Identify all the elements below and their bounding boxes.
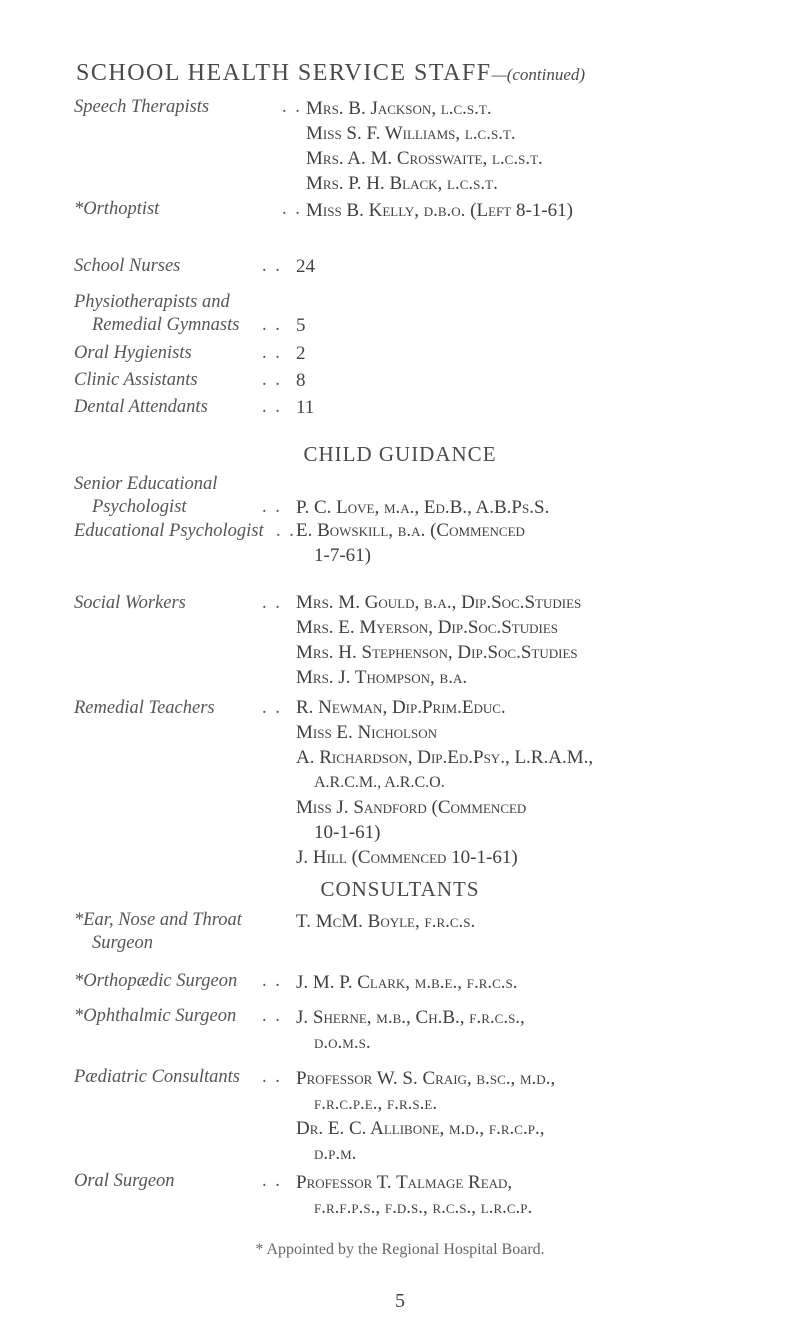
role-line: Remedial Gymnasts — [92, 315, 240, 335]
name-list — [306, 198, 786, 223]
name-line: J. Sherne, m.b., Ch.B., f.r.c.s., — [296, 1007, 525, 1028]
consultants-heading: CONSULTANTS — [320, 877, 480, 901]
dot-leader: . . — [262, 315, 282, 335]
name-list — [296, 1005, 776, 1055]
page-number: 5 — [395, 1290, 405, 1312]
dot-leader: . . — [262, 1006, 282, 1026]
name-line: Mrs. P. H. Black, l.c.s.t. — [306, 173, 498, 194]
count-value: 5 — [296, 315, 306, 336]
role-label — [74, 291, 324, 337]
name-line: J. M. P. Clark, m.b.e., f.r.c.s. — [296, 972, 518, 993]
role-label: Oral Hygienists — [74, 343, 192, 363]
dot-leader: . . — [262, 1171, 282, 1191]
name-line: Mrs. J. Thompson, b.a. — [296, 667, 468, 688]
dot-leader: . . — [262, 593, 282, 613]
name-line: A. Richardson, Dip.Ed.Psy., L.R.A.M., — [296, 747, 594, 768]
count-value: 8 — [296, 370, 306, 391]
count-value: 24 — [296, 256, 315, 277]
name-list — [296, 909, 776, 934]
name-line: 1-7-61) — [314, 545, 371, 566]
name-line: Mrs. M. Gould, b.a., Dip.Soc.Studies — [296, 592, 582, 613]
name-line: E. Bowskill, b.a. (Commenced — [296, 520, 525, 541]
dot-leader: . . — [262, 397, 282, 417]
name-list — [296, 590, 776, 690]
name-line: Professor T. Talmage Read, — [296, 1172, 513, 1193]
name-line: f.r.f.p.s., f.d.s., r.c.s., l.r.c.p. — [314, 1197, 533, 1218]
role-label — [74, 909, 324, 955]
dot-leader: . . — [262, 343, 282, 363]
dot-leader: . . — [276, 521, 296, 541]
role-label: Pædiatric Consultants — [74, 1067, 241, 1087]
dot-leader: . . — [262, 256, 282, 276]
title-continued: —(continued) — [491, 65, 586, 84]
child-guidance-heading: CHILD GUIDANCE — [303, 442, 497, 466]
dot-leader: . . — [262, 497, 282, 517]
name-list — [296, 970, 776, 995]
name-line: Mrs. A. M. Crosswaite, l.c.s.t. — [306, 148, 543, 169]
role-label: Speech Therapists — [74, 97, 210, 117]
role-label: *Ophthalmic Surgeon — [74, 1006, 237, 1026]
name-line: A.R.C.M., A.R.C.O. — [314, 774, 445, 791]
name-line: Miss J. Sandford (Commenced — [296, 797, 527, 818]
name-line: Mrs. H. Stephenson, Dip.Soc.Studies — [296, 642, 578, 663]
dot-leader: . . — [262, 1067, 282, 1087]
page-title — [76, 60, 585, 87]
dot-leader: . . — [262, 698, 282, 718]
role-label: Social Workers — [74, 593, 186, 613]
role-label — [74, 473, 324, 519]
name-line: Miss S. F. Williams, l.c.s.t. — [306, 123, 516, 144]
name-line: Miss E. Nicholson — [296, 722, 437, 743]
name-line: P. C. Love, m.a., Ed.B., A.B.Ps.S. — [296, 497, 550, 518]
title-text: SCHOOL HEALTH SERVICE STAFF — [76, 60, 492, 86]
role-line: Senior Educational — [74, 474, 218, 494]
role-line: Physiotherapists and — [74, 292, 230, 312]
role-label: Educational Psychologist — [74, 521, 264, 541]
dot-leader: . . — [282, 97, 302, 117]
name-line: R. Newman, Dip.Prim.Educ. — [296, 697, 506, 718]
name-line: 10-1-61) — [314, 822, 381, 843]
role-label: Remedial Teachers — [74, 698, 215, 718]
name-line: J. Hill (Commenced 10-1-61) — [296, 847, 518, 868]
role-label: *Orthopædic Surgeon — [74, 971, 238, 991]
footnote: * Appointed by the Regional Hospital Board. — [255, 1241, 545, 1258]
count-value: 11 — [296, 397, 315, 418]
name-line: f.r.c.p.e., f.r.s.e. — [314, 1093, 438, 1114]
role-line: Psychologist — [92, 497, 187, 517]
name-line: Mrs. E. Myerson, Dip.Soc.Studies — [296, 617, 558, 638]
name-line: T. McM. Boyle, f.r.c.s. — [296, 911, 476, 932]
name-list — [296, 695, 776, 870]
role-label: Dental Attendants — [74, 397, 208, 417]
role-line: *Ear, Nose and Throat — [74, 910, 242, 930]
name-line: d.o.m.s. — [314, 1032, 371, 1053]
name-list — [296, 495, 776, 520]
role-label: School Nurses — [74, 256, 181, 276]
dot-leader: . . — [262, 971, 282, 991]
name-list — [306, 96, 786, 196]
role-line: Surgeon — [92, 933, 153, 953]
name-list — [296, 1066, 776, 1166]
name-line: Dr. E. C. Allibone, m.d., f.r.c.p., — [296, 1118, 545, 1139]
name-line: Professor W. S. Craig, b.sc., m.d., — [296, 1068, 556, 1089]
name-line: d.p.m. — [314, 1143, 357, 1164]
name-line: Miss B. Kelly, d.b.o. (Left 8-1-61) — [306, 200, 573, 221]
role-label: Clinic Assistants — [74, 370, 198, 390]
role-label: *Orthoptist — [74, 199, 160, 219]
count-value: 2 — [296, 343, 306, 364]
name-list — [296, 1170, 776, 1220]
dot-leader: . . — [282, 199, 302, 219]
role-label: Oral Surgeon — [74, 1171, 175, 1191]
dot-leader: . . — [262, 370, 282, 390]
name-list — [296, 518, 776, 568]
name-line: Mrs. B. Jackson, l.c.s.t. — [306, 98, 492, 119]
